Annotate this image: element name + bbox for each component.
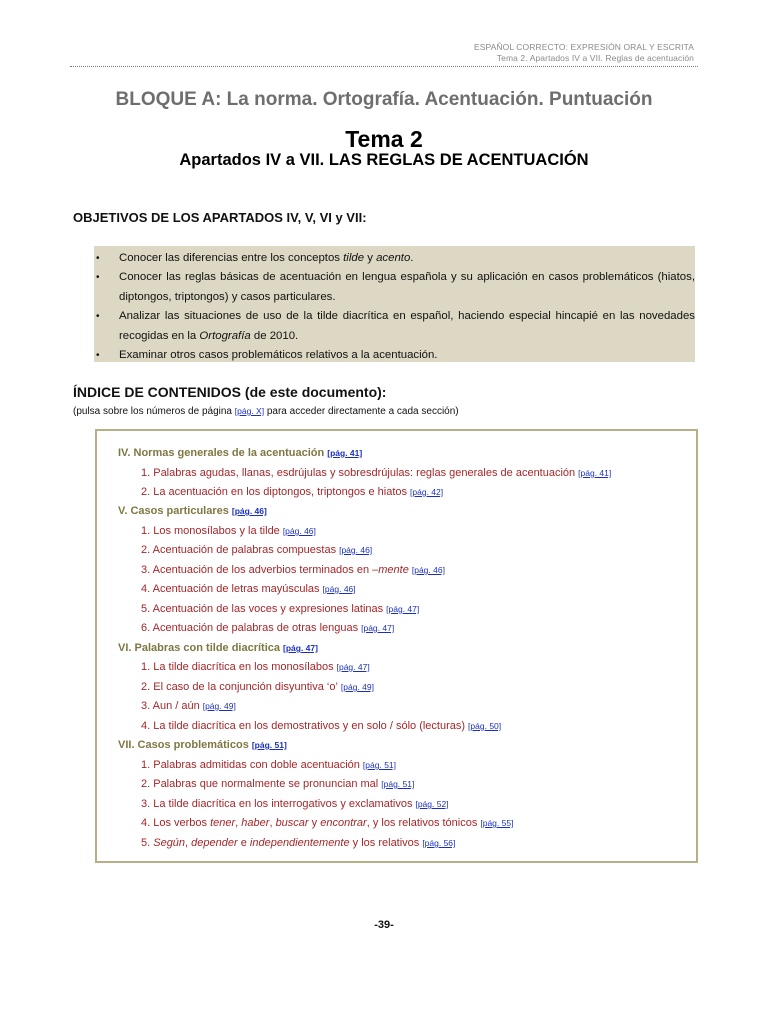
topic-subtitle: Apartados IV a VII. LAS REGLAS DE ACENTUACIÓN: [179, 151, 589, 169]
toc-page-link[interactable]: [pág. 51]: [381, 779, 415, 789]
objective-term: Ortografía: [199, 329, 251, 342]
objective-item: [94, 249, 695, 268]
toc-page-link[interactable]: [pág. 51]: [362, 760, 397, 770]
toc-section-label: V. Casos particulares: [118, 505, 229, 517]
objective-text: Conocer las reglas básicas de acentuación en lengua española y su aplicación en casos problemáticos (hiatos, diptongos, triptongos) y casos particulares.: [119, 271, 695, 303]
toc-page-link[interactable]: [pág. 42]: [410, 487, 444, 497]
objectives-box: [94, 246, 695, 362]
toc-item-label: 3. La tilde diacrítica en los interrogativos y exclamativos: [141, 798, 413, 810]
toc-page-link[interactable]: [pág. 49]: [202, 701, 236, 711]
toc-item: [141, 563, 445, 577]
toc-item-label: 1. Palabras agudas, llanas, esdrújulas y sobresdrújulas: reglas generales de acentuación: [141, 467, 576, 479]
contents-note: [73, 406, 459, 417]
bullet-icon: •: [96, 311, 100, 323]
objective-text: Conocer las diferencias entre los conceptos: [119, 252, 344, 264]
toc-item-term: independientemente: [249, 837, 350, 849]
toc-item-label: , y los relativos tónicos: [366, 817, 478, 829]
toc-item-label: 3. Aun / aún: [141, 700, 200, 712]
objective-text: de 2010.: [250, 329, 299, 342]
toc-page-link[interactable]: [pág. 52]: [415, 799, 449, 809]
objective-text: y: [364, 252, 377, 264]
toc-section-vii: [118, 738, 287, 752]
toc-page-link[interactable]: [pág. 46]: [231, 506, 267, 516]
toc-item-label: e: [237, 837, 250, 849]
toc-item: [141, 816, 513, 830]
toc-section-label: VI. Palabras con tilde diacrítica: [118, 642, 281, 654]
toc-item-term: –mente: [372, 564, 409, 576]
objective-term: tilde: [343, 252, 365, 264]
toc-section-v: [118, 504, 267, 518]
toc-item-term: tener: [210, 817, 236, 829]
toc-section-vi: [118, 641, 318, 655]
toc-item: [141, 524, 316, 538]
toc-item: [141, 777, 414, 791]
toc-item-label: 5.: [141, 837, 154, 849]
toc-page-link[interactable]: [pág. 49]: [340, 682, 374, 692]
objective-text: Analizar las situaciones de uso de la tilde diacrítica en español, haciendo especial hincapié en las novedades recogidas en la: [119, 310, 695, 342]
toc-item: [141, 660, 370, 674]
toc-page-link[interactable]: [pág. 46]: [339, 545, 373, 555]
objective-text: Examinar otros casos problemáticos relativos a la acentuación.: [119, 349, 438, 362]
toc-item: [141, 485, 443, 499]
toc-item-label: 2. Acentuación de palabras compuestas: [141, 544, 337, 556]
toc-item-label: 6. Acentuación de palabras de otras lenguas: [141, 622, 359, 634]
bullet-icon: •: [96, 350, 100, 362]
toc-item: [141, 680, 374, 694]
toc-item: [141, 758, 396, 772]
toc-page-link[interactable]: [pág. 46]: [411, 565, 445, 575]
toc-section-label: IV. Normas generales de la acentuación: [118, 447, 325, 459]
bullet-icon: •: [96, 253, 100, 264]
toc-page-link[interactable]: [pág. 41]: [327, 448, 363, 458]
toc-item: [141, 621, 394, 635]
toc-item-label: 1. Palabras admitidas con doble acentuación: [141, 759, 360, 771]
toc-page-link[interactable]: [pág. 56]: [422, 838, 456, 848]
toc-item-label: 2. El caso de la conjunción disyuntiva ‘o’: [141, 681, 338, 693]
toc-item-label: 1. Los monosílabos y la tilde: [141, 525, 280, 537]
toc-page-link[interactable]: [pág. 51]: [251, 740, 287, 750]
toc-item-label: ,: [185, 837, 192, 849]
block-title: BLOQUE A: La norma. Ortografía. Acentuación. Puntuación: [115, 89, 653, 110]
running-header: [474, 42, 694, 64]
toc-section-label: VII. Casos problemáticos: [118, 739, 249, 751]
toc-item: [141, 719, 501, 733]
toc-item: [141, 602, 419, 616]
toc-page-link[interactable]: [pág. 55]: [480, 818, 514, 828]
running-header-line-2: Tema 2. Apartados IV a VII. Reglas de acentuación: [496, 53, 694, 63]
toc-item-label: 4. La tilde diacrítica en los demostrativos y en solo / sólo (lecturas): [141, 720, 466, 732]
bullet-icon: •: [96, 272, 100, 284]
toc-page-link[interactable]: [pág. 47]: [283, 643, 318, 653]
topic-title: Tema 2: [345, 126, 423, 152]
toc-item: [141, 797, 449, 811]
page-number: -39-: [374, 919, 394, 931]
objectives-heading: OBJETIVOS DE LOS APARTADOS IV, V, VI y VII:: [73, 210, 367, 225]
running-header-line-1: ESPAÑOL CORRECTO: EXPRESIÓN ORAL Y ESCRITA: [473, 42, 694, 52]
toc-item-term: depender: [191, 837, 238, 849]
toc-item-label: ,: [235, 817, 242, 829]
toc-item-label: y los relativos: [349, 837, 420, 849]
objective-item: [94, 268, 695, 307]
toc-page-link[interactable]: [pág. 47]: [361, 623, 395, 633]
toc-item-term: haber: [241, 817, 270, 829]
table-of-contents: [95, 429, 698, 863]
toc-item-label: 2. La acentuación en los diptongos, triptongos e hiatos: [141, 486, 408, 498]
toc-item: [141, 582, 356, 596]
toc-item: [141, 543, 372, 557]
toc-page-link[interactable]: [pág. 50]: [468, 721, 502, 731]
contents-note-text: (pulsa sobre los números de página: [73, 406, 235, 417]
toc-item-label: 4. Acentuación de letras mayúsculas: [141, 583, 320, 595]
toc-item: [141, 836, 455, 850]
toc-section-iv: [118, 446, 362, 460]
objective-item: [94, 307, 695, 346]
toc-item-label: 3. Acentuación de los adverbios terminados en: [141, 564, 373, 576]
toc-item-label: 1. La tilde diacrítica en los monosílabos: [141, 661, 334, 673]
toc-page-link[interactable]: [pág. 46]: [322, 584, 356, 594]
toc-item-term: Según: [153, 837, 186, 849]
header-divider: [70, 66, 698, 67]
toc-item-label: 5. Acentuación de las voces y expresiones latinas: [141, 603, 384, 615]
objective-text: .: [410, 252, 414, 264]
toc-item-label: y: [308, 817, 321, 829]
toc-item: [141, 466, 611, 480]
toc-page-link[interactable]: [pág. 47]: [336, 662, 370, 672]
objective-item: [94, 346, 695, 365]
toc-item-label: 2. Palabras que normalmente se pronuncian mal: [141, 778, 379, 790]
toc-page-link[interactable]: [pág. 47]: [386, 604, 420, 614]
toc-page-link[interactable]: [pág. 46]: [282, 526, 316, 536]
toc-item-label: 4. Los verbos: [141, 817, 211, 829]
toc-item: [141, 699, 236, 713]
page-link-example[interactable]: [pág. X]: [234, 406, 265, 416]
toc-item-term: encontrar: [320, 817, 367, 829]
contents-note-text: para acceder directamente a cada sección): [264, 406, 459, 417]
toc-page-link[interactable]: [pág. 41]: [578, 468, 612, 478]
toc-item-label: ,: [269, 817, 276, 829]
objective-term: acento: [376, 252, 411, 264]
toc-item-term: buscar: [275, 817, 309, 829]
contents-heading: ÍNDICE DE CONTENIDOS (de este documento):: [73, 384, 387, 400]
